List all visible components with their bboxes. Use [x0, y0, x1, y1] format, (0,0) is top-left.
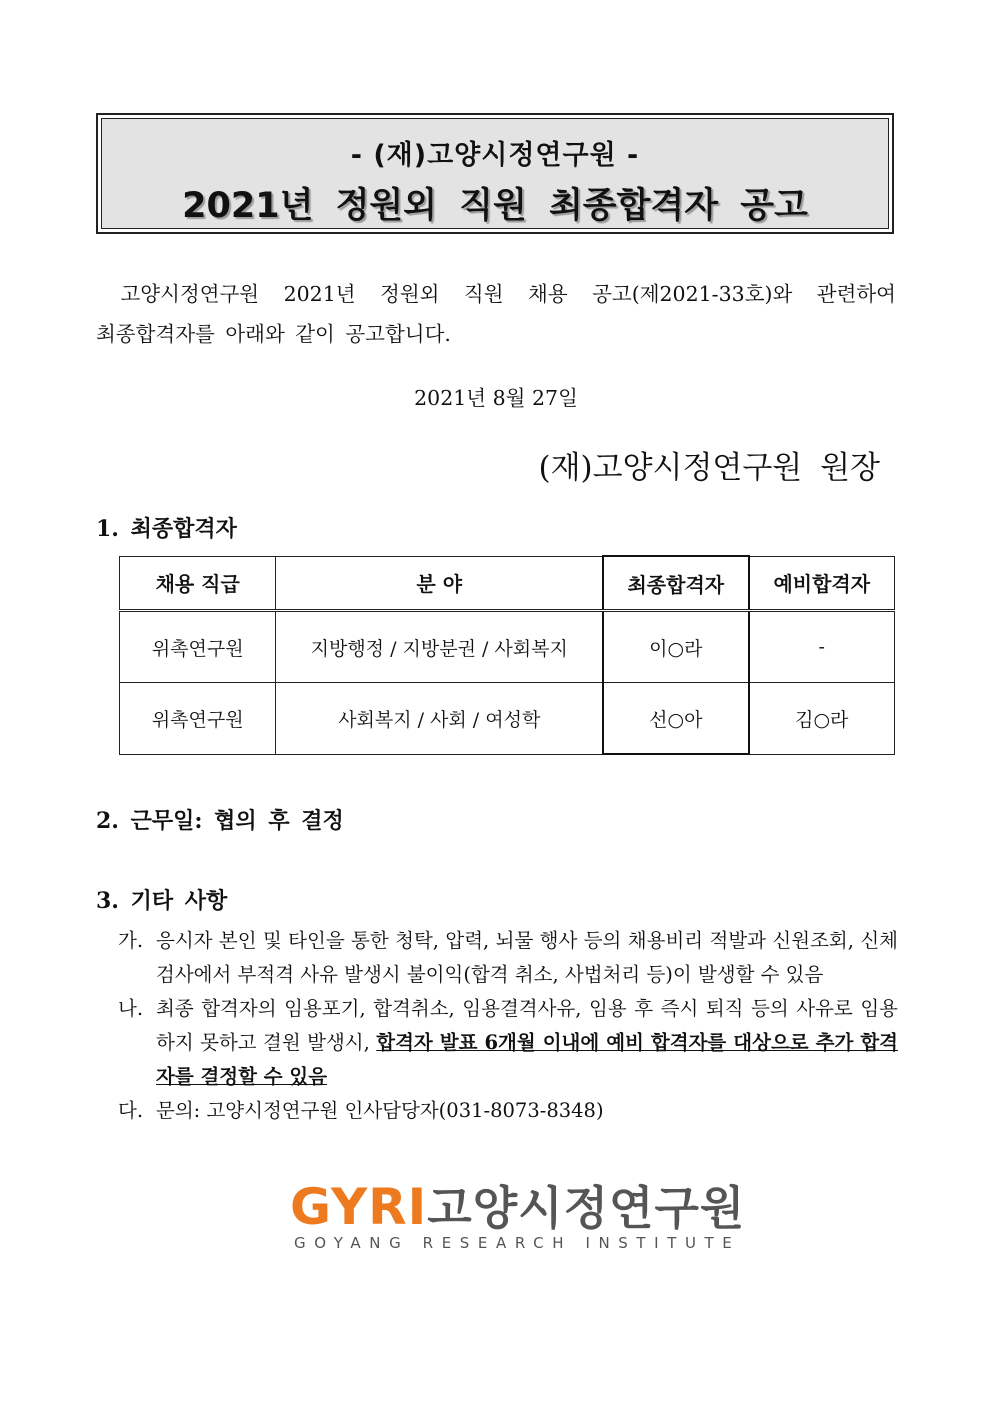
- note-text: 문의: 고양시정연구원 인사담당자(031-8073-8348): [156, 1099, 604, 1122]
- list-item: [118, 992, 898, 1094]
- signer: (재)고양시정연구원 원장: [538, 450, 880, 486]
- section-3-heading: 3. 기타 사항: [96, 888, 228, 914]
- column-header-reserve: 예비합격자: [749, 556, 895, 611]
- cell-rank: 위촉연구원: [120, 611, 276, 683]
- page-title: 2021년 정원외 직원 최종합격자 공고: [182, 186, 808, 226]
- note-text: 최종 합격자의 임용포기, 합격취소, 임용결격사유, 임용 후 즉시 퇴직 등의 사유로 임용하지 못하고 결원 발생시, 합격자 발표 6개월 이내에 예비 합격자를 대상으로 추가 합격자를 결정할 수 있음: [156, 997, 898, 1088]
- cell-rank: 위촉연구원: [120, 683, 276, 755]
- cell-final: 선○아: [603, 683, 748, 755]
- results-table: [119, 555, 895, 755]
- title-banner: [101, 118, 889, 229]
- cell-reserve: 김○라: [749, 683, 895, 755]
- list-item: [118, 924, 898, 992]
- table-header-row: [120, 556, 895, 611]
- notes-list: [118, 924, 898, 1128]
- intro-line-2: 최종합격자를 아래와 같이 공고합니다.: [96, 322, 451, 346]
- note-emphasis: 합격자 발표 6개월 이내에 예비 합격자를 대상으로 추가 합격자를 결정할 수 있음: [156, 1031, 898, 1088]
- column-header-rank: 채용 직급: [120, 556, 276, 611]
- section-2-heading: 2. 근무일: 협의 후 결정: [96, 808, 344, 834]
- note-text: 응시자 본인 및 타인을 통한 청탁, 압력, 뇌물 행사 등의 채용비리 적발과 신원조회, 신체검사에서 부적격 사유 발생시 불이익(합격 취소, 사법처리 등)이 발생할 수 있음: [156, 929, 898, 986]
- logo-mark: GYRI: [290, 1178, 428, 1236]
- announcement-date: 2021년 8월 27일: [414, 386, 578, 410]
- intro-line-1: 고양시정연구원 2021년 정원외 직원 채용 공고(제2021-33호)와 관련하여: [120, 282, 896, 306]
- gyri-logo: [290, 1178, 746, 1258]
- cell-field: 지방행정 / 지방분권 / 사회복지: [276, 611, 603, 683]
- title-box: [96, 113, 894, 234]
- table-row: [120, 611, 895, 683]
- table-row: [120, 683, 895, 755]
- org-line: - (재)고양시정연구원 -: [350, 140, 640, 171]
- note-marker: 가.: [118, 929, 144, 952]
- cell-field: 사회복지 / 사회 / 여성학: [276, 683, 603, 755]
- logo-korean-name: 고양시정연구원: [427, 1181, 746, 1235]
- column-header-final: 최종합격자: [603, 556, 748, 611]
- note-marker: 다.: [118, 1099, 144, 1122]
- section-1-heading: 1. 최종합격자: [96, 516, 237, 542]
- list-item: [118, 1094, 898, 1128]
- cell-reserve: -: [749, 611, 895, 683]
- column-header-field: 분 야: [276, 556, 603, 611]
- note-marker: 나.: [118, 997, 144, 1020]
- logo-english-name: GOYANG RESEARCH INSTITUTE: [294, 1234, 741, 1252]
- cell-final: 이○라: [603, 611, 748, 683]
